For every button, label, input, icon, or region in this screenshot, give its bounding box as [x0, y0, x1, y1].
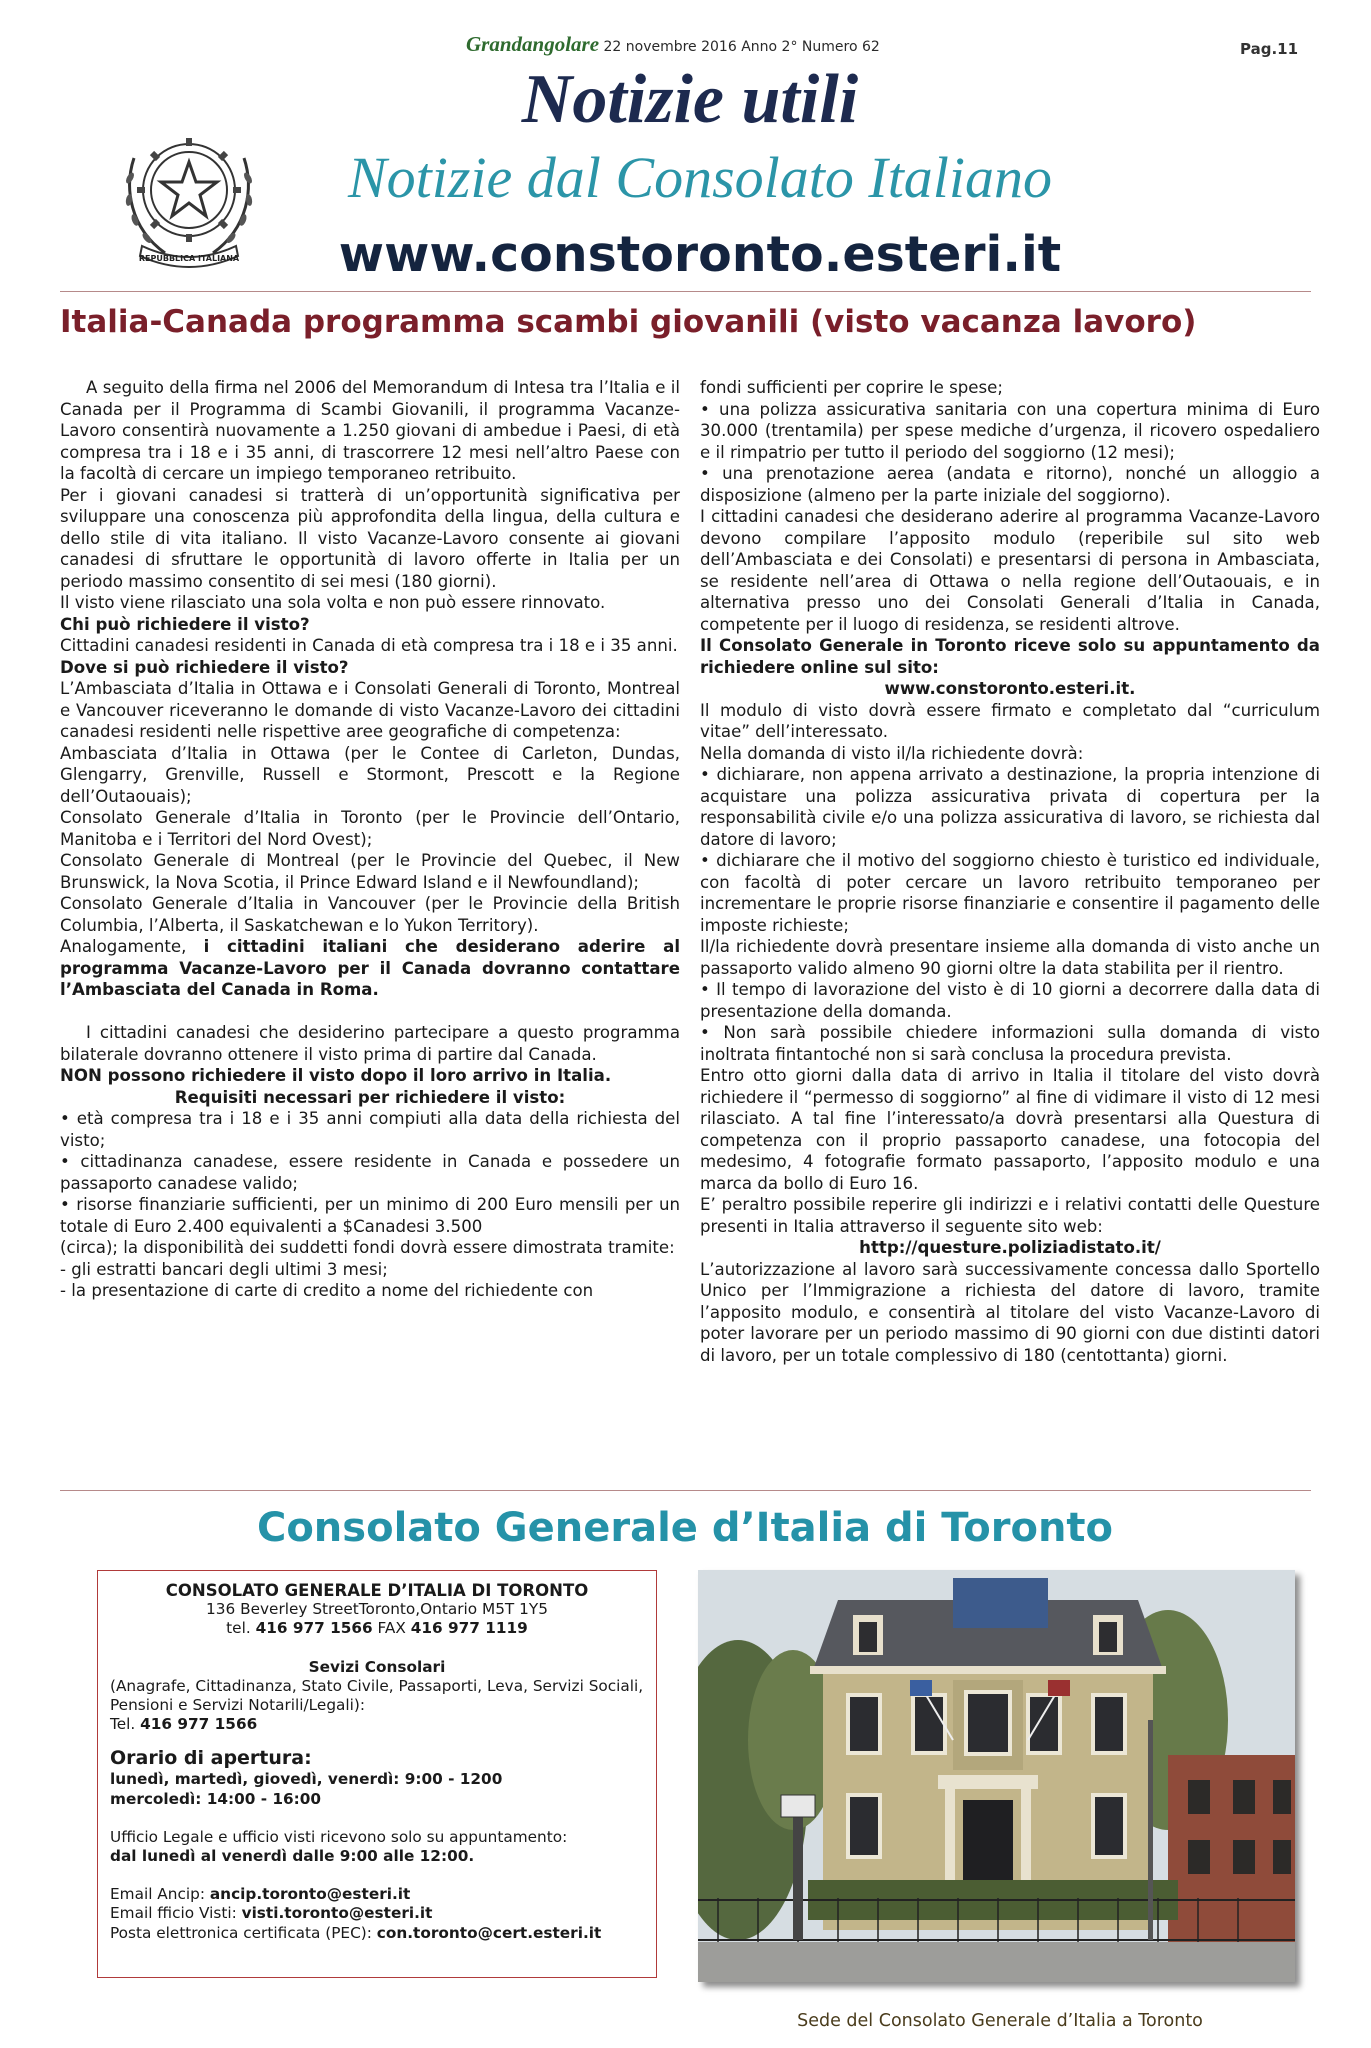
office-entry: Ambasciata d’Italia in Ottawa (per le Contee di Carleton, Dundas, Glengarry, Grenville, Russell e Stormont, Prescott e la Regione dell’Outaouais);	[60, 743, 680, 806]
italian-republic-emblem	[120, 118, 258, 273]
email-label: Email fficio Visti:	[110, 1904, 242, 1923]
bold-statement: i cittadini italiani che desiderano aderire al programma Vacanze-Lavoro per il Canada dovranno contattare l’Ambasciata del Canada in Roma.	[60, 937, 681, 999]
declaration-item: • dichiarare che il motivo del soggiorno chiesto è turistico ed individuale, con facoltà di poter cercare un lavoro retribuito temporaneo per incrementare le proprie risorse finanziarie e consentire il pagamento delle imposte richieste;	[700, 851, 1320, 935]
paragraph: L’autorizzazione al lavoro sarà successivamente concessa dallo Sportello Unico per l’Immigrazione a richiesta del datore di lavoro, tramite l’apposito modulo, e consentirà al titolare del visto Vacanze-Lavoro di poter lavorare per un periodo massimo di 90 giorni con due distinti datori di lavoro, per un totale complessivo di 180 (centottanta) giorni.	[700, 1259, 1320, 1365]
issue-info: 22 novembre 2016 Anno 2° Numero 62	[603, 39, 880, 55]
emblem-ribbon-text: REPUBBLICA ITALIANA	[138, 254, 240, 263]
requirement-item: • età compresa tra i 18 e i 35 anni compiuti alla data della richiesta del visto;	[60, 1109, 680, 1150]
paragraph: Il modulo di visto dovrà essere firmato e completato dal “curriculum vitae” dell’interessato.	[700, 700, 1320, 741]
declaration-item: • dichiarare, non appena arrivato a destinazione, la propria intenzione di acquistare una polizza assicurativa privata di copertura per la responsabilità civile e/o una polizza assicurativa di lavoro, se richiesta dal datore di lavoro;	[700, 765, 1320, 849]
paragraph: Entro otto giorni dalla data di arrivo in Italia il titolare del visto dovrà richiedere il “permesso di soggiorno” al fine di vidimare il visto di 12 mesi rilasciato. A tal fine l’interessato/a dovrà presentarsi alla Questura di competenza con il proprio passaporto canadese, una fotocopia del medesimo, 4 fotografie formato passaporto, l’apposito modulo e una marca da bollo di Euro 16.	[700, 1066, 1320, 1193]
article-column-2	[700, 377, 1320, 1366]
legal-office-text: Ufficio Legale e ufficio visti ricevono solo su appuntamento:	[110, 1827, 568, 1846]
page-subtitle: Notizie dal Consolato Italiano	[347, 145, 1053, 210]
page-title: Notizie utili	[521, 61, 859, 138]
hours-title: Orario di apertura:	[110, 1747, 312, 1770]
requirements-heading: Requisiti necessari per richiedere il visto:	[174, 1087, 566, 1107]
paragraph: Per i giovani canadesi si tratterà di un’opportunità significativa per sviluppare una conoscenza più approfondita della lingua, della cultura e dello stile di vita italiano. Il visto Vacanze-Lavoro consente ai giovani canadesi di sfruttare le opportunità di lavoro offerte in Italia per un periodo massimo consentito di sei mesi (180 giorni).	[60, 485, 680, 591]
services-title: Sevizi Consolari	[308, 1657, 446, 1676]
hours-wednesday: mercoledì: 14:00 - 16:00	[110, 1789, 322, 1808]
paragraph: Cittadini canadesi residenti in Canada di età compresa tra i 18 e i 35 anni.	[60, 636, 678, 655]
warning-text: NON possono richiedere il visto dopo il loro arrivo in Italia.	[60, 1066, 612, 1085]
info-item: • Il tempo di lavorazione del visto è di 10 giorni a decorrere dalla data di presentazione della domanda.	[700, 980, 1320, 1021]
questure-link[interactable]: http://questure.poliziadistato.it/	[859, 1238, 1161, 1257]
paragraph: I cittadini canadesi che desiderino partecipare a questo programma bilaterale dovranno ottenere il visto prima di partire dal Canada.	[60, 1023, 680, 1064]
services-phone: 416 977 1566	[140, 1715, 258, 1734]
paragraph-lead: Analogamente,	[60, 937, 204, 956]
paragraph: I cittadini canadesi che desiderano aderire al programma Vacanze-Lavoro devono compilare l’apposito modulo (reperibile sul sito web dell’Ambasciata e dei Consolati) e presentarsi di persona in Ambasciata, se residente nell’area di Ottawa o nella regione dell’Outaouais, e in alternativa presso uno dei Consolati Generali d’Italia in Canada, competente per il luogo di residenza, se residenti altrove.	[700, 507, 1320, 634]
masthead	[466, 32, 880, 57]
consulate-building-photo	[698, 1570, 1295, 1982]
tel-label: tel.	[226, 1619, 256, 1638]
info-item: • Non sarà possibile chiedere informazioni sulla domanda di visto inoltrata fintantoché non si sarà conclusa la procedura prevista.	[700, 1023, 1320, 1064]
requirement-item: • una polizza assicurativa sanitaria con una copertura minima di Euro 30.000 (trentamila) per spese mediche d’urgenza, il ricovero ospedaliero e il rimpatrio per tutto il periodo del soggiorno (12 mesi);	[700, 399, 1320, 462]
email-label: Posta elettronica certificata (PEC):	[110, 1923, 377, 1942]
requirement-item: • cittadinanza canadese, essere residente in Canada e possedere un passaporto canadese valido;	[60, 1152, 680, 1193]
requirement-item: - la presentazione di carte di credito a nome del richiedente con	[60, 1281, 594, 1300]
section-title: Consolato Generale d’Italia di Toronto	[256, 1505, 1114, 1551]
question-heading: Chi può richiedere il visto?	[60, 614, 310, 634]
paragraph: fondi sufficienti per coprire le spese;	[700, 378, 1003, 397]
article-headline: Italia-Canada programma scambi giovanili (visto vacanza lavoro)	[60, 304, 1197, 340]
paragraph: A seguito della firma nel 2006 del Memorandum di Intesa tra l’Italia e il Canada per il Programma di Scambi Giovanili, il programma Vacanze-Lavoro consentirà nuovamente a 1.250 giovani di ambedue i Paesi, di età compresa tra i 18 e i 35 anni, di trascorrere 12 mesi nell’altro Paese con la facoltà di cercare un impiego temporaneo retribuito.	[60, 378, 680, 483]
requirement-item: • risorse finanziarie sufficienti, per un minimo di 200 Euro mensili per un totale di Euro 2.400 equivalenti a $Canadesi 3.500	[60, 1195, 680, 1236]
email-pec[interactable]: con.toronto@cert.esteri.it	[376, 1923, 602, 1942]
office-entry: Consolato Generale di Montreal (per le Provincie del Quebec, il New Brunswick, la Nova Scotia, il Prince Edward Island e il Newfoundland);	[60, 851, 680, 892]
requirement-item: (circa); la disponibilità dei suddetti fondi dovrà essere dimostrata tramite:	[60, 1238, 675, 1257]
phone-number: 416 977 1566	[255, 1619, 373, 1638]
fax-label: FAX	[372, 1619, 411, 1638]
office-entry: Consolato Generale d’Italia in Toronto (per le Provincie dell’Ontario, Manitoba e i Territori del Nord Ovest);	[60, 808, 680, 849]
appointment-link[interactable]: www.constoronto.esteri.it.	[884, 679, 1136, 698]
consulate-website: www.constoronto.esteri.it	[338, 226, 1062, 283]
article-column-1	[60, 377, 680, 1302]
paragraph: Il visto viene rilasciato una sola volta e non può essere rinnovato.	[60, 593, 606, 612]
consulate-address: 136 Beverley StreetToronto,Ontario M5T 1Y5	[206, 1600, 548, 1619]
email-visti[interactable]: visti.toronto@esteri.it	[241, 1904, 433, 1923]
question-heading: Dove si può richiedere il visto?	[60, 657, 349, 677]
services-description: (Anagrafe, Cittadinanza, Stato Civile, Passaporti, Leva, Servizi Sociali, Pensioni e Servizi Notarili/Legali):	[110, 1676, 644, 1715]
appointment-notice: Il Consolato Generale in Toronto riceve solo su appuntamento da richiedere online sul sito:	[700, 636, 1320, 677]
email-label: Email Ancip:	[110, 1885, 210, 1904]
paragraph: L’Ambasciata d’Italia in Ottawa e i Consolati Generali di Toronto, Montreal e Vancouver riceveranno le domande di visto Vacanze-Lavoro dei cittadini canadesi residenti nelle rispettive aree geografiche di competenza:	[60, 679, 680, 741]
requirement-item: • una prenotazione aerea (andata e ritorno), nonché un alloggio a disposizione (almeno per la parte iniziale del soggiorno).	[700, 464, 1320, 505]
office-entry: Consolato Generale d’Italia in Vancouver (per le Provincie della British Columbia, l’Alberta, il Saskatchewan e lo Yukon Territory).	[60, 894, 680, 935]
email-ancip[interactable]: ancip.toronto@esteri.it	[209, 1885, 411, 1904]
consulate-contact-box	[97, 1570, 657, 1978]
fax-number: 416 977 1119	[410, 1619, 528, 1638]
divider-bottom	[60, 1490, 1311, 1491]
paragraph: E’ peraltro possibile reperire gli indirizzi e i relativi contatti delle Questure presenti in Italia attraverso il seguente sito web:	[700, 1195, 1320, 1236]
publication-name: Grandangolare	[466, 32, 600, 56]
requirement-item: - gli estratti bancari degli ultimi 3 mesi;	[60, 1259, 388, 1279]
consulate-name: CONSOLATO GENERALE D’ITALIA DI TORONTO	[165, 1581, 589, 1600]
photo-caption: Sede del Consolato Generale d’Italia a Toronto	[797, 2011, 1203, 2031]
hours-weekdays: lunedì, martedì, giovedì, venerdì: 9:00 - 1200	[110, 1770, 503, 1789]
legal-office-hours: dal lunedì al venerdì dalle 9:00 alle 12:00.	[110, 1847, 475, 1866]
page-number: Pag.11	[1240, 40, 1299, 58]
paragraph: Nella domanda di visto il/la richiedente dovrà:	[700, 743, 1084, 763]
paragraph: Il/la richiedente dovrà presentare insieme alla domanda di visto anche un passaporto valido almeno 90 giorni oltre la data stabilita per il rientro.	[700, 937, 1320, 978]
divider-top	[60, 291, 1311, 292]
services-tel-label: Tel.	[110, 1715, 141, 1734]
